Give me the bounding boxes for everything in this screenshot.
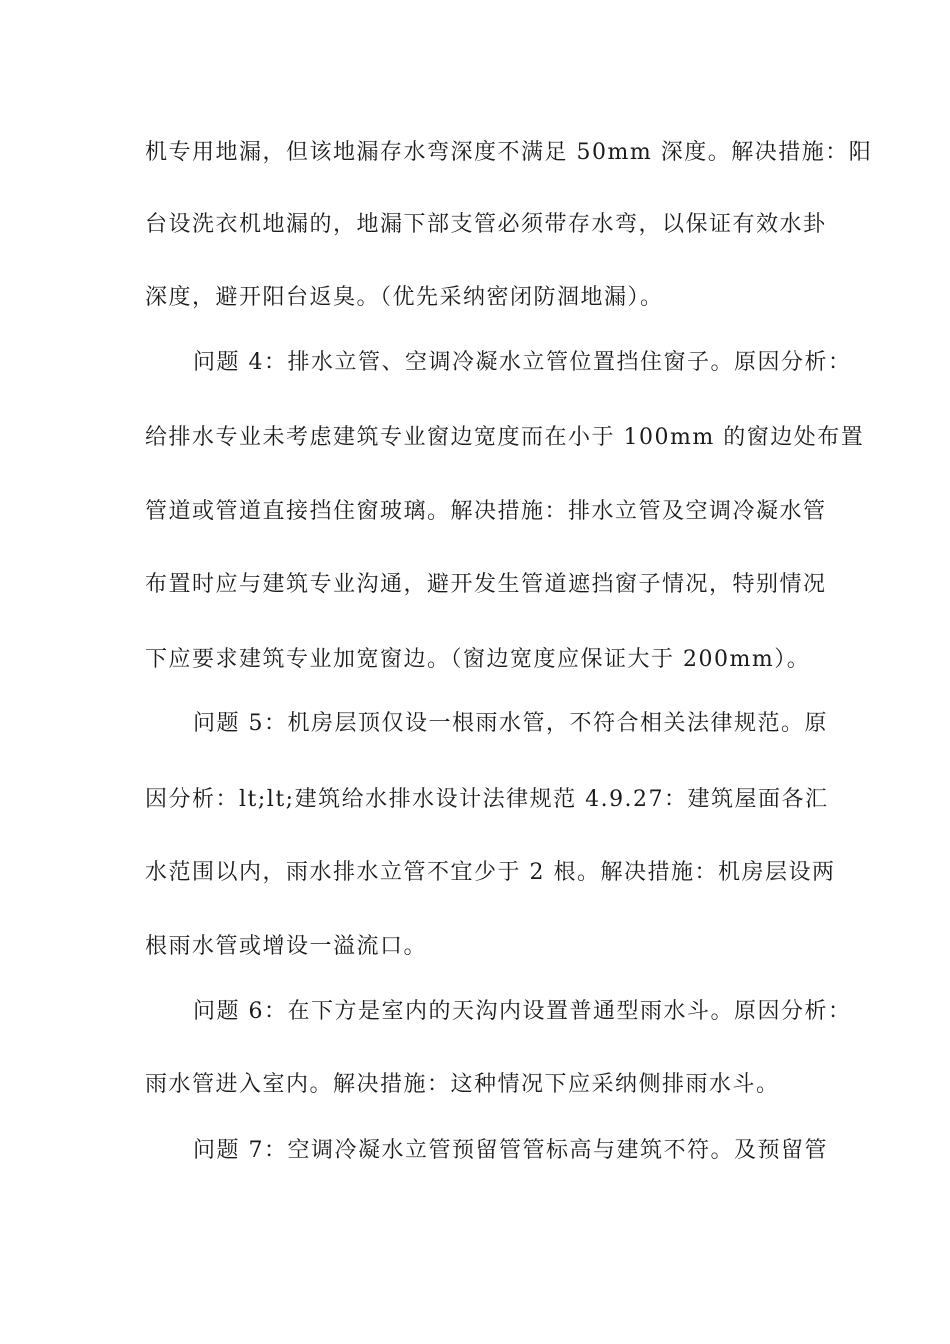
text-line: 机专用地漏，但该地漏存水弯深度不满足 50mm 深度。解决措施：阳 [145,140,873,165]
text-line: 布置时应与建筑专业沟通，避开发生管道遮挡窗子情况，特别情况 [145,572,827,597]
paragraph-start-line: 问题 5：机房层顶仅设一根雨水管，不符合相关法律规范。原 [193,711,828,736]
text-line: 管道或管道直接挡住窗玻璃。解决措施：排水立管及空调冷凝水管 [145,499,827,524]
text-line: 水范围以内，雨水排水立管不宜少于 2 根。解决措施：机房层设两 [145,860,836,885]
text-line: 雨水管进入室内。解决措施：这种情况下应采纳侧排雨水斗。 [145,1072,780,1097]
text-line: 深度，避开阳台返臭。（优先采纳密闭防涸地漏）。 [145,285,664,310]
text-line: 给排水专业未考虑建筑专业窗边宽度而在小于 100mm 的窗边处布置 [145,425,865,450]
paragraph-start-line: 问题 6：在下方是室内的天沟内设置普通型雨水斗。原因分析： [193,999,852,1024]
text-line: 根雨水管或增设一溢流口。 [145,934,428,959]
text-line: 台设洗衣机地漏的，地漏下部支管必须带存水弯，以保证有效水卦 [145,212,827,237]
paragraph-start-line: 问题 4：排水立管、空调冷凝水立管位置挡住窗子。原因分析： [193,350,852,375]
paragraph-start-line: 问题 7：空调冷凝水立管预留管管标高与建筑不符。及预留管 [193,1138,828,1163]
text-line: 下应要求建筑专业加宽窗边。（窗边宽度应保证大于 200mm）。 [145,647,811,672]
text-line: 因分析：lt;lt;建筑给水排水设计法律规范 4.9.27：建筑屋面各汇 [145,787,829,812]
